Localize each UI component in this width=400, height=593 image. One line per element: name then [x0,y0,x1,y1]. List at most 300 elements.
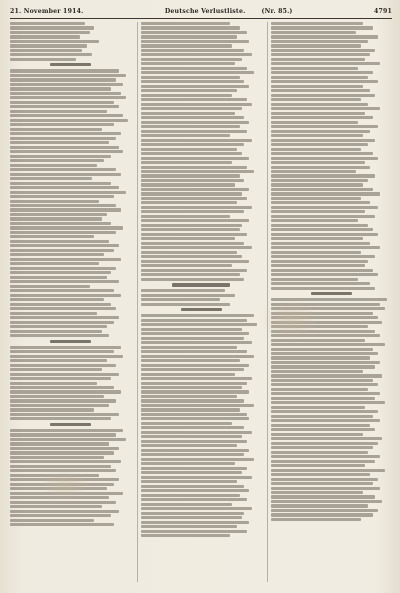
text-line [271,76,368,79]
text-line [141,269,247,272]
text-line [10,413,119,416]
text-line [271,49,375,52]
text-line [141,507,252,510]
text-line [10,137,116,140]
text-line [10,429,123,432]
text-line [141,395,238,398]
text-line [10,123,114,126]
text-line [271,482,372,485]
text-line [141,22,230,25]
text-line [271,192,380,195]
text-line [10,53,92,56]
text-line [10,417,111,420]
text-line [271,282,370,285]
text-line [141,413,247,416]
text-line [271,500,382,503]
text-line [141,179,245,182]
text-line [141,273,240,276]
text-line [271,446,372,449]
text-line [271,312,372,315]
text-line [10,285,90,288]
text-line [10,186,119,189]
text-line [271,197,360,200]
text-line [10,456,104,459]
text-line [141,471,242,474]
text-line [10,501,116,504]
text-line [10,49,82,52]
text-line [271,518,360,521]
text-line [10,325,107,328]
text-line [141,364,250,367]
text-line [141,76,240,79]
text-line [141,480,238,483]
text-line [141,382,247,385]
text-line [271,397,375,400]
text-line [10,204,116,207]
text-line [10,200,99,203]
text-line [271,264,365,267]
text-line [271,491,363,494]
text-line [141,215,230,218]
text-line [271,94,375,97]
text-line [271,451,368,454]
text-line [141,219,250,222]
section-heading [10,339,131,344]
text-line [141,80,245,83]
text-line [271,273,377,276]
text-line [10,168,116,171]
text-line [141,386,242,389]
text-line [10,87,111,90]
text-line [271,339,365,342]
text-line [10,35,80,38]
section-heading [10,62,131,67]
text-line [141,458,254,461]
text-line [10,469,116,472]
text-line [141,314,254,317]
text-line [271,31,355,34]
text-line [10,105,119,108]
text-line [141,503,233,506]
text-line [10,114,123,117]
text-line [271,143,368,146]
text-line [141,237,235,240]
text-line [271,392,380,395]
text-line [271,334,380,337]
text-line [141,530,247,533]
text-line [10,83,123,86]
text-line [271,116,372,119]
text-line [141,426,245,429]
text-line [141,289,225,292]
text-line [141,58,242,61]
text-line [10,271,111,274]
text-line [10,321,114,324]
text-line [10,44,87,47]
text-line [10,92,121,95]
text-line [141,467,247,470]
section-heading [10,422,131,427]
text-line [271,103,368,106]
text-line [10,231,116,234]
text-line [10,110,107,113]
text-line [141,246,252,249]
text-line [141,264,233,267]
text-line [10,213,107,216]
text-line [271,251,360,254]
text-line [141,377,252,380]
text-line [271,206,377,209]
text-line [141,404,254,407]
text-line [271,343,384,346]
text-line [141,121,250,124]
text-line [141,498,247,501]
text-line [141,328,242,331]
column-right [267,22,392,582]
text-line [141,197,247,200]
text-line [271,53,370,56]
text-line [141,125,240,128]
page-header [10,4,392,19]
section-heading [141,282,262,287]
text-line [10,359,107,362]
text-line [271,224,368,227]
text-line [141,233,247,236]
text-line [10,119,128,122]
text-line [271,478,377,481]
text-line [271,89,370,92]
text-line [271,303,380,306]
text-line [141,408,240,411]
text-line [271,125,377,128]
text-line [271,365,375,368]
text-line [10,294,121,297]
text-columns [10,22,392,582]
text-line [271,152,372,155]
text-line [141,298,221,301]
text-line [141,89,238,92]
text-line [10,298,104,301]
text-line [141,35,238,38]
text-line [10,101,114,104]
header-issue: (Nr. 85.) [261,7,293,15]
text-line [10,404,109,407]
text-line [141,161,233,164]
text-line [141,112,235,115]
text-line [141,319,247,322]
text-line [271,330,375,333]
text-line [141,346,238,349]
text-line [271,437,382,440]
text-line [141,373,235,376]
text-line [10,244,119,247]
text-line [10,514,111,517]
text-line [271,107,380,110]
text-line [271,139,375,142]
text-line [271,233,377,236]
text-line [10,74,126,77]
text-line [10,164,97,167]
text-line [10,26,94,29]
text-line [10,182,111,185]
text-line [141,359,240,362]
text-line [141,116,245,119]
text-line [141,98,247,101]
text-line [271,509,377,512]
text-line [271,401,384,404]
text-line [10,382,97,385]
text-line [271,44,360,47]
text-line [141,242,245,245]
section-heading [271,291,392,296]
text-line [141,390,250,393]
text-line [141,255,242,258]
text-line [141,435,242,438]
text-line [141,174,240,177]
text-line [271,242,370,245]
text-line [141,323,257,326]
text-line [141,148,238,151]
text-line [141,453,245,456]
text-line [271,255,375,258]
text-line [271,316,377,319]
text-line [271,460,375,463]
text-line [141,260,250,263]
text-line [10,177,92,180]
text-line [271,130,370,133]
text-line [10,386,114,389]
text-line [141,40,250,43]
text-line [10,240,109,243]
text-line [10,58,76,61]
text-line [141,224,242,227]
text-line [271,406,365,409]
text-line [271,424,370,427]
text-line [10,492,123,495]
text-line [10,253,104,256]
text-line [10,307,116,310]
text-line [10,155,111,158]
text-line [271,307,384,310]
text-line [10,195,114,198]
text-line [271,487,380,490]
text-line [10,159,104,162]
header-page-number: 4791 [373,7,392,15]
text-line [271,504,368,507]
text-line [141,228,240,231]
text-line [10,78,116,81]
text-line [141,516,242,519]
text-line [271,388,368,391]
text-line [271,410,377,413]
text-line [10,519,94,522]
text-line [271,269,372,272]
text-line [10,217,102,220]
text-line [271,352,377,355]
text-line [141,449,250,452]
text-line [141,210,245,213]
text-line [10,128,102,131]
text-line [271,134,363,137]
text-line [10,141,109,144]
text-line [271,419,380,422]
text-line [10,408,94,411]
header-date: 21. November 1914. [10,7,84,15]
text-line [271,58,365,61]
text-line [10,390,121,393]
text-line [141,355,254,358]
text-line [141,188,250,191]
text-line [10,433,116,436]
text-line [10,303,111,306]
text-line [10,523,114,526]
text-line [271,442,377,445]
text-line [10,447,119,450]
text-line [10,364,116,367]
text-line [141,26,240,29]
text-line [271,415,372,418]
text-line [10,483,114,486]
text-line [271,246,380,249]
text-line [10,368,102,371]
text-line [141,157,250,160]
text-line [271,85,363,88]
text-line [141,278,245,281]
text-line [271,62,380,65]
text-line [10,226,123,229]
text-line [141,251,238,254]
text-line [271,148,360,151]
text-line [141,489,250,492]
text-line [10,31,90,34]
text-line [141,422,233,425]
text-line [141,206,252,209]
text-line [10,22,85,25]
text-line [10,267,116,270]
text-line [10,442,109,445]
text-line [271,219,358,222]
text-line [271,228,372,231]
text-line [10,208,121,211]
text-line [10,377,111,380]
text-line [10,478,119,481]
text-line [141,130,247,133]
text-line [10,222,111,225]
text-line [10,262,99,265]
text-line [10,451,114,454]
text-line [271,67,358,70]
text-line [141,103,252,106]
text-line [141,192,242,195]
text-line [10,465,111,468]
text-line [141,183,235,186]
text-line [141,350,247,353]
text-line [141,170,254,173]
text-line [141,303,230,306]
text-line [271,71,372,74]
text-line [271,215,375,218]
text-line [10,150,123,153]
text-line [10,334,109,337]
text-line [141,139,252,142]
text-line [271,201,370,204]
text-line [141,525,238,528]
text-line [10,373,119,376]
text-line [271,433,363,436]
text-line [10,249,114,252]
text-line [271,35,377,38]
text-line [271,98,360,101]
text-line [10,276,107,279]
text-line [10,355,123,358]
text-line [10,496,109,499]
text-line [10,395,104,398]
text-line [141,476,252,479]
text-line [141,85,250,88]
text-line [271,170,355,173]
text-line [271,428,375,431]
text-line [10,191,126,194]
text-line [271,348,372,351]
text-line [141,49,245,52]
text-line [271,356,370,359]
text-line [10,399,116,402]
text-line [141,71,254,74]
text-line [141,440,247,443]
text-line [141,341,252,344]
text-line [141,107,242,110]
text-line [271,374,382,377]
section-heading [141,307,262,312]
text-line [271,495,375,498]
text-line [271,22,363,25]
text-line [271,183,363,186]
text-line [141,494,240,497]
text-line [271,513,372,516]
text-line [271,464,365,467]
text-line [141,368,245,371]
text-line [271,237,363,240]
text-line [141,444,238,447]
text-line [271,26,372,29]
text-line [10,146,119,149]
text-line [271,325,368,328]
text-line [141,417,250,420]
text-line [141,152,242,155]
text-line [271,157,377,160]
text-line [141,431,252,434]
text-line [271,321,382,324]
text-line [141,134,230,137]
text-line [271,473,370,476]
text-line [271,361,380,364]
text-line [10,487,107,490]
text-line [271,298,387,301]
header-title: Deutsche Verlustliste. [164,7,246,15]
text-line [10,474,99,477]
text-line [271,260,368,263]
text-line [141,337,245,340]
text-line [271,80,377,83]
text-line [10,69,119,72]
text-line [271,40,368,43]
text-line [271,383,377,386]
text-line [141,462,235,465]
text-line [10,346,121,349]
text-line [271,188,372,191]
text-line [10,280,119,283]
text-line [141,201,238,204]
